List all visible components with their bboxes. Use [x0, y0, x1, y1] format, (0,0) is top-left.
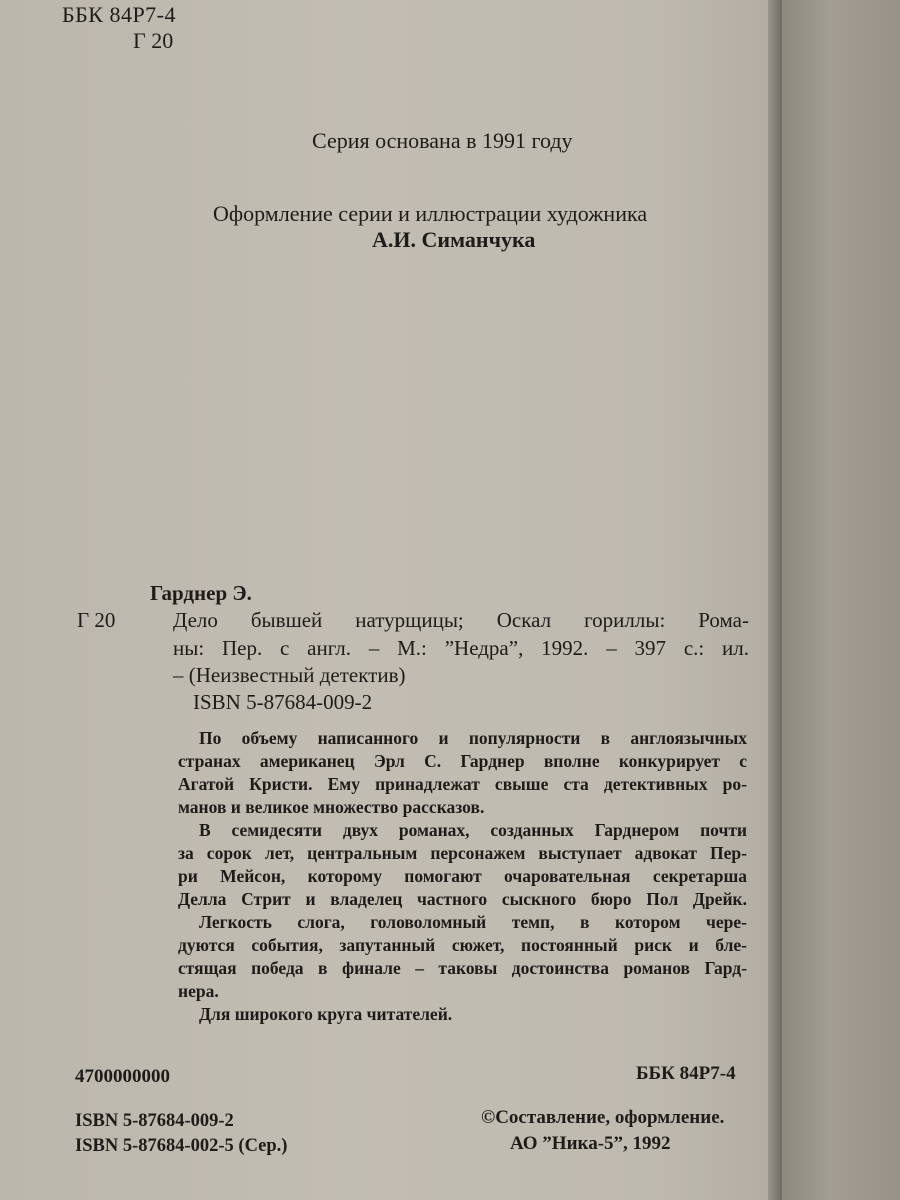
audience-note: Для широкого круга читателей. — [199, 1004, 453, 1024]
annotation-line: за сорок лет, центральным персонажем выступает адвокат Пер- — [178, 843, 747, 863]
publisher-line: АО ”Ника-5”, 1992 — [510, 1133, 671, 1154]
isbn-book: ISBN 5-87684-009-2 — [75, 1111, 234, 1131]
footer-bbk: ББК 84Р7-4 — [636, 1063, 736, 1084]
copyright-line: ©Составление, оформление. — [481, 1107, 725, 1128]
catalog-line: – (Неизвестный детектив) — [173, 663, 406, 687]
annotation-line: По объему написанного и популярности в англоязычных — [199, 728, 747, 748]
top-author-code: Г 20 — [133, 28, 174, 53]
annotation-line: В семидесяти двух романах, созданных Гарднером почти — [199, 820, 747, 840]
annotation-line: странах американец Эрл С. Гарднер вполне конкурирует с — [178, 751, 747, 771]
annotation-line: Легкость слога, головоломный темп, в котором чере- — [199, 912, 747, 932]
catalog-isbn: ISBN 5-87684-009-2 — [193, 690, 373, 714]
annotation-line: Агатой Кристи. Ему принадлежат свыше ста детективных ро- — [178, 774, 747, 794]
artist-name: А.И. Симанчука — [372, 227, 536, 252]
series-note: Серия основана в 1991 году — [312, 128, 573, 153]
annotation-line: дуются события, запутанный сюжет, постоянный риск и бле- — [178, 935, 747, 955]
page-edge — [768, 0, 782, 1200]
top-bbk-code: ББК 84Р7-4 — [62, 2, 177, 27]
annotation-line: Делла Стрит и владелец частного сыскного бюро Пол Дрейк. — [178, 889, 747, 909]
isbn-series: ISBN 5-87684-002-5 (Сер.) — [75, 1136, 288, 1156]
catalog-line: Дело бывшей натурщицы; Оскал гориллы: Рома- — [173, 608, 749, 632]
product-code: 4700000000 — [75, 1066, 170, 1087]
catalog-author: Гарднер Э. — [150, 581, 252, 605]
annotation-line: ри Мейсон, которому помогают очаровательная секретарша — [178, 866, 747, 886]
catalog-code: Г 20 — [77, 608, 116, 632]
catalog-line: ны: Пер. с англ. – М.: ”Недра”, 1992. – 397 с.: ил. — [173, 636, 749, 660]
annotation-line: манов и великое множество рассказов. — [178, 797, 485, 817]
annotation-line: стящая победа в финале – таковы достоинства романов Гард- — [178, 958, 747, 978]
adjacent-page — [782, 0, 900, 1200]
annotation-line: нера. — [178, 981, 219, 1001]
design-credit: Оформление серии и иллюстрации художника — [213, 201, 648, 226]
